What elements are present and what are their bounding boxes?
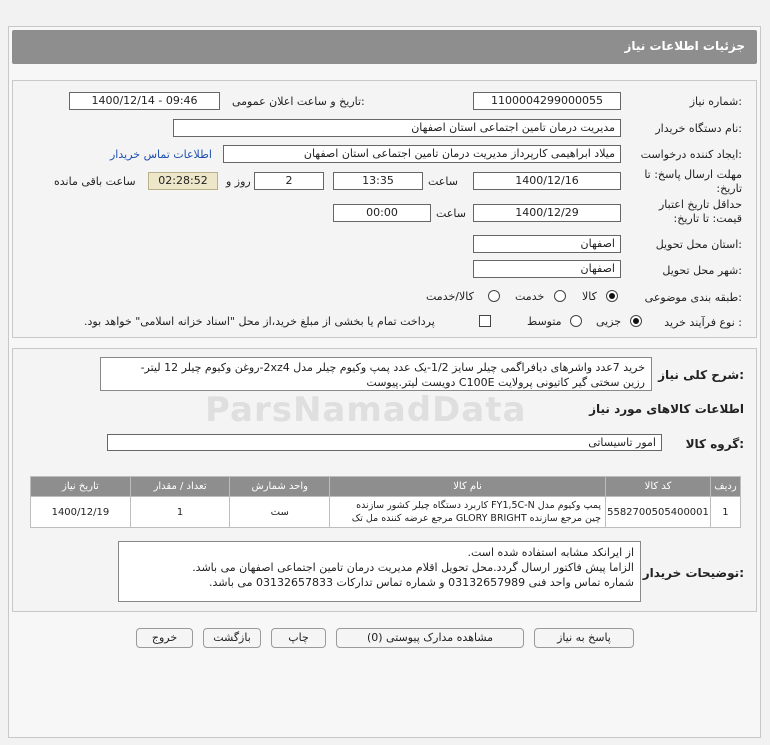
- col-code: کد کالا: [606, 477, 711, 497]
- remaining-time: 02:28:52: [148, 172, 218, 190]
- cell-code: 5582700505400001: [606, 497, 711, 528]
- summary-line-2: رزین سختی گیر کاتیونی پرولایت C100E دویست لیتر.پیوست: [366, 376, 645, 389]
- category-radio-goods-service[interactable]: [488, 290, 500, 302]
- validity-label: حداقل تاریخ اعتبار قیمت: تا تاریخ:: [658, 198, 742, 225]
- category-radio-goods[interactable]: [606, 290, 618, 302]
- days-label: روز و: [226, 175, 251, 188]
- requester-label: ایجاد کننده درخواست:: [640, 148, 742, 161]
- validity-time-label: ساعت: [436, 207, 466, 220]
- back-button[interactable]: بازگشت: [203, 628, 261, 648]
- process-option-minor: جزیی: [596, 315, 622, 328]
- col-qty: تعداد / مقدار: [130, 477, 230, 497]
- col-unit: واحد شمارش: [230, 477, 330, 497]
- table-row: [31, 497, 741, 528]
- goods-table: [30, 476, 741, 528]
- col-date: تاریخ نیاز: [31, 477, 131, 497]
- validity-date: 1400/12/29: [473, 204, 621, 222]
- buyer-org-value: مدیریت درمان تامین اجتماعی استان اصفهان: [173, 119, 621, 137]
- cell-qty: 1: [130, 497, 230, 528]
- col-name: نام کالا: [330, 477, 606, 497]
- deadline-time: 13:35: [333, 172, 423, 190]
- buyer-notes-box: [118, 541, 641, 602]
- goods-group-value: امور تاسیساتی: [107, 434, 662, 451]
- buyer-note-2: الزاما پیش فاکتور ارسال گردد.محل تحویل اقلام مدیریت درمان تامین اجتماعی اصفهان می باشد.: [192, 561, 634, 574]
- cell-unit: ست: [230, 497, 330, 528]
- header-bar: [12, 30, 757, 64]
- validity-time: 00:00: [333, 204, 431, 222]
- process-radio-medium[interactable]: [570, 315, 582, 327]
- category-radio-service[interactable]: [554, 290, 566, 302]
- need-number-value: 1100004299000055: [473, 92, 621, 110]
- goods-group-label: گروه کالا:: [685, 437, 744, 451]
- buyer-note-3: شماره تماس واحد فنی 03132657989 و شماره تماس تدارکات 03132657833 می باشد.: [209, 576, 634, 589]
- province-value: اصفهان: [473, 235, 621, 253]
- need-number-label: شماره نیاز:: [689, 95, 742, 108]
- reply-button[interactable]: پاسخ به نیاز: [534, 628, 634, 648]
- city-label: شهر محل تحویل:: [662, 264, 742, 277]
- buyer-contact-link[interactable]: اطلاعات تماس خریدار: [110, 148, 212, 161]
- province-label: استان محل تحویل:: [655, 238, 742, 251]
- attachments-button[interactable]: مشاهده مدارک پیوستی (0): [336, 628, 524, 648]
- summary-line-1: خرید 7عدد واشرهای دیافراگمی چیلر سایز 1/2-یک عدد پمپ وکیوم چیلر مدل 2xz4-روغن وکیوم چیلر 12 لیتر-: [140, 361, 645, 374]
- watermark: ParsNamadData: [205, 390, 527, 430]
- cell-row: 1: [710, 497, 740, 528]
- category-option-service: خدمت: [515, 290, 545, 303]
- announce-value: 1400/12/14 - 09:46: [69, 92, 220, 110]
- cell-name: [330, 497, 606, 528]
- treasury-payment-note: پرداخت تمام یا بخشی از مبلغ خرید،از محل "اسناد خزانه اسلامی" خواهد بود.: [84, 315, 435, 328]
- buyer-notes-label: توضیحات خریدار:: [642, 566, 744, 580]
- category-option-goods: کالا: [582, 290, 597, 303]
- exit-button[interactable]: خروج: [136, 628, 193, 648]
- buyer-org-label: نام دستگاه خریدار:: [655, 122, 742, 135]
- process-radio-minor[interactable]: [630, 315, 642, 327]
- summary-box: [100, 357, 652, 391]
- city-value: اصفهان: [473, 260, 621, 278]
- days-remaining: 2: [254, 172, 324, 190]
- goods-table-header: [31, 477, 741, 497]
- buyer-note-1: از ایرانکد مشابه استفاده شده است.: [467, 546, 634, 559]
- announce-label: تاریخ و ساعت اعلان عمومی:: [232, 95, 365, 108]
- summary-label: شرح کلی نیاز:: [658, 368, 744, 382]
- page-title: جزئیات اطلاعات نیاز: [624, 39, 745, 53]
- treasury-payment-checkbox[interactable]: [479, 315, 491, 327]
- process-option-medium: متوسط: [527, 315, 562, 328]
- requester-value: میلاد ابراهیمی کارپرداز مدیریت درمان تامین اجتماعی استان اصفهان: [223, 145, 621, 163]
- category-label: طبقه بندی موضوعی:: [644, 291, 742, 304]
- deadline-date: 1400/12/16: [473, 172, 621, 190]
- cell-name-line-1: پمپ وکیوم مدل FY1,5C-N کاربرد دستگاه چیلر کشور سازنده: [356, 500, 601, 511]
- cell-date: 1400/12/19: [31, 497, 131, 528]
- process-label: نوع فرآیند خرید :: [664, 316, 742, 329]
- cell-name-line-2: چین مرجع سازنده GLORY BRIGHT مرجع عرضه کننده مل تک: [351, 513, 601, 524]
- remaining-label: ساعت باقی مانده: [54, 175, 136, 188]
- print-button[interactable]: چاپ: [271, 628, 326, 648]
- category-option-goods-service: کالا/خدمت: [426, 290, 474, 303]
- col-row: ردیف: [710, 477, 740, 497]
- deadline-label: مهلت ارسال پاسخ: تا تاریخ:: [644, 168, 742, 195]
- deadline-time-label: ساعت: [428, 175, 458, 188]
- goods-info-title: اطلاعات کالاهای مورد نیاز: [589, 402, 744, 416]
